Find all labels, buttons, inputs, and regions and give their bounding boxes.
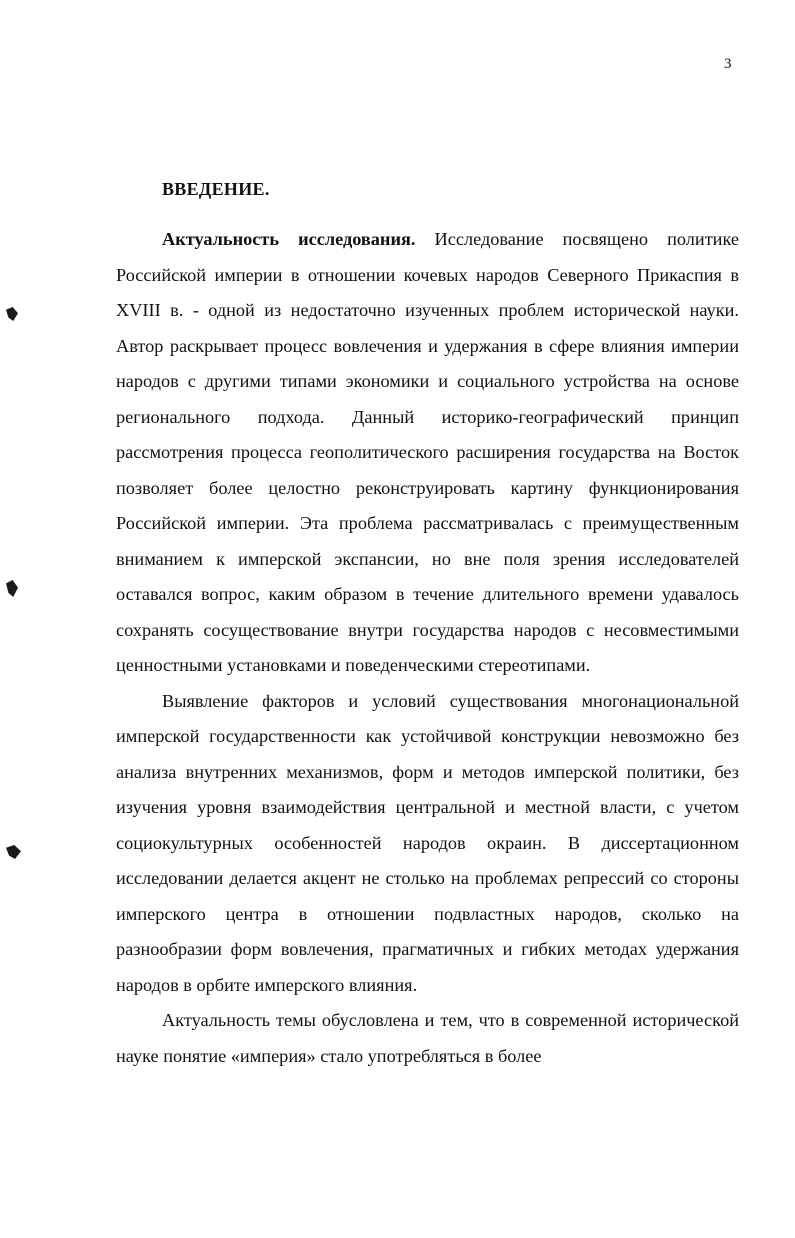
paragraph-1 — [116, 222, 739, 684]
page-number: 3 — [724, 56, 732, 72]
paragraph-1-lead: Актуальность исследования. — [162, 229, 416, 249]
section-heading: ВВЕДЕНИЕ. — [162, 179, 270, 199]
paragraph-1-text: Исследование посвящено политике Российской империи в отношении кочевых народов Северного Прикаспия в XVIII в. - одной из недостаточно изученных проблем исторической науки. Автор раскрывает процесс вовлечения и удержания в сфере влияния империи народов с другими типами экономики и социального устройства на основе регионального подхода. Данный историко-географический принцип рассмотрения процесса геополитического расширения государства на Восток позволяет более целостно реконструировать картину функционирования Российской империи. Эта проблема рассматривалась с преимущественным вниманием к имперской экспансии, но вне поля зрения исследователей оставался вопрос, каким образом в течение длительного времени удавалось сохранять сосуществование внутри государства народов с несовместимыми ценностными установками и поведенческими стереотипами. — [116, 229, 740, 675]
margin-mark-middle — [6, 580, 18, 597]
margin-mark-top — [6, 307, 18, 321]
paragraph-2: Выявление факторов и условий существования многонациональной имперской государственности как устойчивой конструкции невозможно без анализа внутренних механизмов, форм и методов имперской политики, без изучения уровня взаимодействия центральной и местной власти, с учетом социокультурных особенностей народов окраин. В диссертационном исследовании делается акцент не столько на проблемах репрессий со стороны имперского центра в отношении подвластных народов, сколько на разнообразии форм вовлечения, прагматичных и гибких методах удержания народов в орбите имперского влияния. — [116, 690, 739, 995]
paragraph-3: Актуальность темы обусловлена и тем, что в современной исторической науке понятие «империя» стало употребляться в более — [116, 1010, 739, 1066]
margin-mark-bottom — [6, 845, 21, 859]
body-text — [116, 222, 739, 1074]
